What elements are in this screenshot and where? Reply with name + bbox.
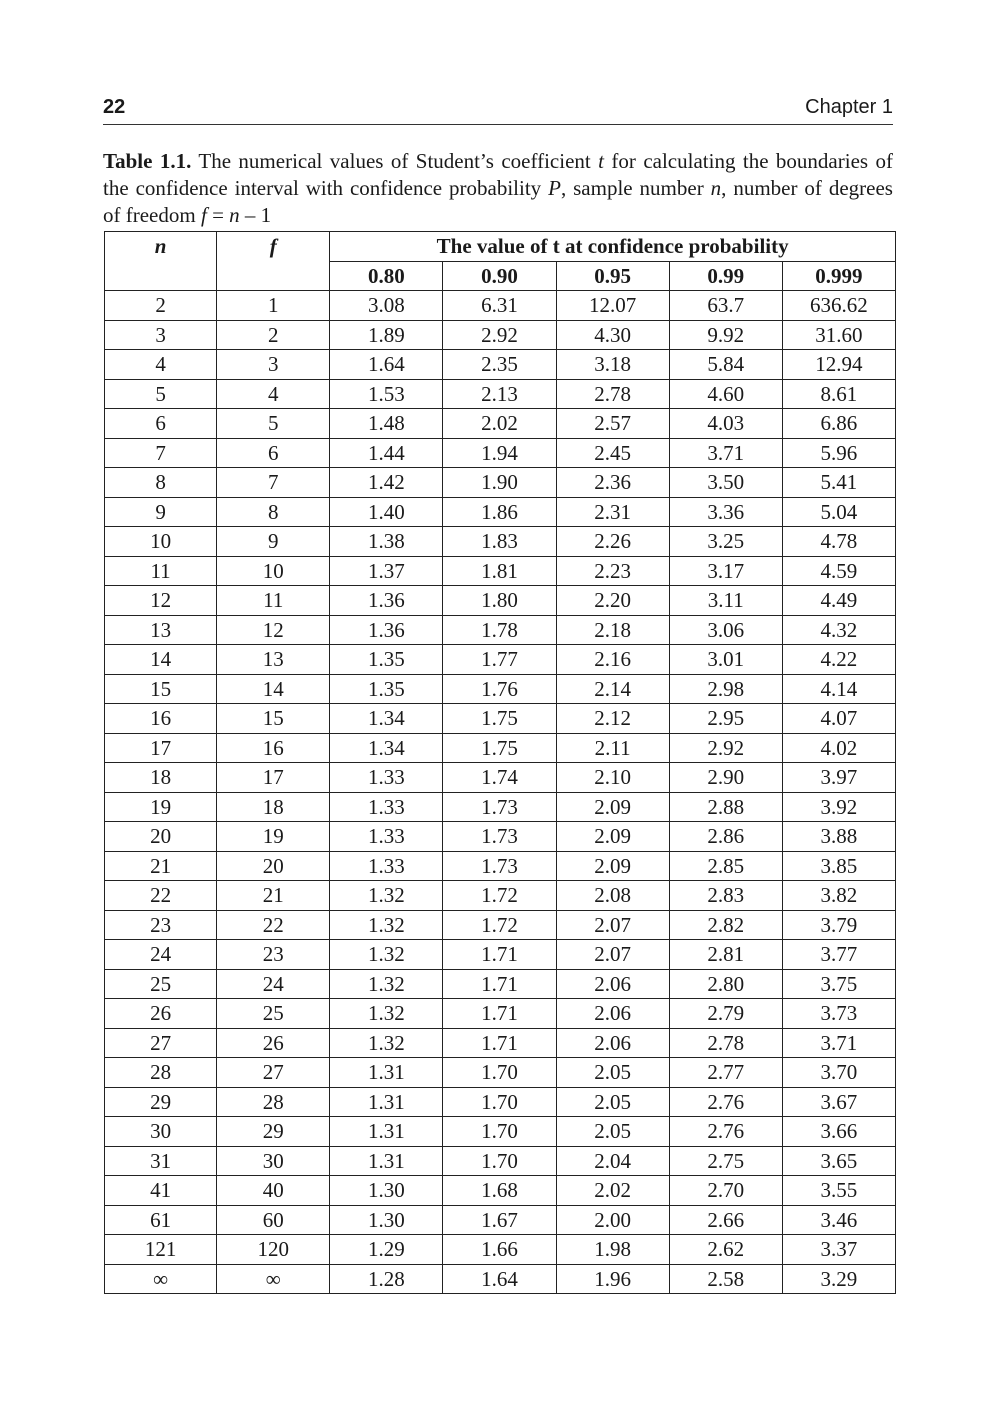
cell-t-value: 1.37 (330, 556, 443, 586)
cell-t-value: 1.34 (330, 704, 443, 734)
cell-t-value: 1.77 (443, 645, 556, 675)
chapter-title: Chapter 1 (805, 96, 893, 118)
cell-t-value: 2.57 (556, 409, 669, 439)
cell-t-value: 2.04 (556, 1146, 669, 1176)
cell-f: 18 (217, 792, 330, 822)
cell-n: 121 (105, 1235, 217, 1265)
cell-t-value: 1.70 (443, 1146, 556, 1176)
cell-t-value: 1.72 (443, 910, 556, 940)
probability-header: 0.90 (443, 261, 556, 291)
cell-t-value: 3.46 (782, 1205, 895, 1235)
cell-n: 12 (105, 586, 217, 616)
cell-t-value: 4.49 (782, 586, 895, 616)
cell-t-value: 636.62 (782, 291, 895, 321)
cell-t-value: 4.07 (782, 704, 895, 734)
cell-t-value: 3.01 (669, 645, 782, 675)
cell-n: 19 (105, 792, 217, 822)
cell-t-value: 6.31 (443, 291, 556, 321)
cell-t-value: 2.14 (556, 674, 669, 704)
cell-n: 2 (105, 291, 217, 321)
table-row (105, 1117, 896, 1147)
table-row (105, 1264, 896, 1294)
caption-text: , number of degrees of freedom (103, 176, 893, 227)
cell-f: 20 (217, 851, 330, 881)
table-row (105, 1235, 896, 1265)
cell-f: 14 (217, 674, 330, 704)
page-number: 22 (103, 96, 126, 118)
cell-t-value: 3.85 (782, 851, 895, 881)
cell-t-value: 1.66 (443, 1235, 556, 1265)
cell-t-value: 2.79 (669, 999, 782, 1029)
table-row (105, 1146, 896, 1176)
cell-t-value: 1.89 (330, 320, 443, 350)
caption-var-t: t (598, 149, 605, 173)
cell-f: 24 (217, 969, 330, 999)
cell-t-value: 1.68 (443, 1176, 556, 1206)
cell-t-value: 2.90 (669, 763, 782, 793)
table-row (105, 615, 896, 645)
cell-t-value: 1.29 (330, 1235, 443, 1265)
cell-t-value: 3.79 (782, 910, 895, 940)
cell-t-value: 1.71 (443, 969, 556, 999)
cell-t-value: 3.18 (556, 350, 669, 380)
table-row (105, 733, 896, 763)
caption-var-n: n (229, 203, 240, 227)
cell-t-value: 2.05 (556, 1058, 669, 1088)
cell-t-value: 3.88 (782, 822, 895, 852)
cell-t-value: 2.05 (556, 1117, 669, 1147)
cell-t-value: 2.92 (443, 320, 556, 350)
cell-f: 26 (217, 1028, 330, 1058)
cell-t-value: 4.02 (782, 733, 895, 763)
cell-t-value: 2.76 (669, 1117, 782, 1147)
cell-t-value: 1.76 (443, 674, 556, 704)
cell-f: 60 (217, 1205, 330, 1235)
cell-t-value: 1.33 (330, 792, 443, 822)
cell-t-value: 2.06 (556, 969, 669, 999)
cell-t-value: 2.81 (669, 940, 782, 970)
cell-n: 27 (105, 1028, 217, 1058)
table-row (105, 704, 896, 734)
cell-t-value: 1.35 (330, 674, 443, 704)
cell-f: 19 (217, 822, 330, 852)
table-row (105, 910, 896, 940)
cell-n: 7 (105, 438, 217, 468)
cell-f: 22 (217, 910, 330, 940)
cell-n: 31 (105, 1146, 217, 1176)
cell-t-value: 1.31 (330, 1146, 443, 1176)
cell-t-value: 2.45 (556, 438, 669, 468)
table-row (105, 497, 896, 527)
cell-t-value: 1.33 (330, 822, 443, 852)
caption-text: = (206, 203, 230, 227)
cell-t-value: 3.25 (669, 527, 782, 557)
cell-t-value: 12.94 (782, 350, 895, 380)
cell-t-value: 3.82 (782, 881, 895, 911)
table-row (105, 940, 896, 970)
cell-t-value: 1.64 (443, 1264, 556, 1294)
cell-t-value: 1.31 (330, 1058, 443, 1088)
table-row (105, 527, 896, 557)
cell-t-value: 1.73 (443, 822, 556, 852)
cell-t-value: 4.60 (669, 379, 782, 409)
cell-t-value: 9.92 (669, 320, 782, 350)
cell-n: 11 (105, 556, 217, 586)
cell-t-value: 5.41 (782, 468, 895, 498)
cell-t-value: 4.14 (782, 674, 895, 704)
table-header-row (105, 232, 896, 262)
cell-n: 8 (105, 468, 217, 498)
cell-n: 22 (105, 881, 217, 911)
cell-n: 61 (105, 1205, 217, 1235)
cell-n: 10 (105, 527, 217, 557)
cell-t-value: 3.65 (782, 1146, 895, 1176)
group-header: The value of t at confidence probability (330, 232, 896, 262)
cell-n: 26 (105, 999, 217, 1029)
cell-t-value: 2.76 (669, 1087, 782, 1117)
cell-t-value: 2.85 (669, 851, 782, 881)
cell-t-value: 2.10 (556, 763, 669, 793)
cell-t-value: 3.50 (669, 468, 782, 498)
cell-t-value: 1.75 (443, 733, 556, 763)
probability-header: 0.95 (556, 261, 669, 291)
cell-t-value: 2.36 (556, 468, 669, 498)
cell-t-value: 1.32 (330, 999, 443, 1029)
caption-var-n: n (710, 176, 722, 200)
cell-f: 9 (217, 527, 330, 557)
probability-header: 0.999 (782, 261, 895, 291)
cell-t-value: 3.92 (782, 792, 895, 822)
cell-f: 7 (217, 468, 330, 498)
cell-t-value: 2.09 (556, 792, 669, 822)
cell-t-value: 2.09 (556, 851, 669, 881)
cell-t-value: 2.80 (669, 969, 782, 999)
cell-t-value: 1.72 (443, 881, 556, 911)
cell-t-value: 3.11 (669, 586, 782, 616)
caption-var-p: P (548, 176, 561, 200)
table-row (105, 763, 896, 793)
cell-t-value: 1.64 (330, 350, 443, 380)
table-row (105, 1028, 896, 1058)
cell-n: 6 (105, 409, 217, 439)
cell-n: 16 (105, 704, 217, 734)
cell-t-value: 2.62 (669, 1235, 782, 1265)
table-row (105, 674, 896, 704)
cell-t-value: 2.88 (669, 792, 782, 822)
cell-t-value: 2.77 (669, 1058, 782, 1088)
caption-text: , sample number (560, 176, 711, 200)
table-row (105, 999, 896, 1029)
cell-t-value: 1.36 (330, 615, 443, 645)
cell-n: 20 (105, 822, 217, 852)
cell-t-value: 3.66 (782, 1117, 895, 1147)
cell-t-value: 1.70 (443, 1058, 556, 1088)
caption-text: – 1 (239, 203, 272, 227)
cell-t-value: 4.22 (782, 645, 895, 675)
cell-t-value: 4.59 (782, 556, 895, 586)
cell-n: 5 (105, 379, 217, 409)
caption-var-f: f (200, 203, 207, 227)
cell-f: 17 (217, 763, 330, 793)
cell-t-value: 1.86 (443, 497, 556, 527)
table-row (105, 1176, 896, 1206)
cell-t-value: 1.71 (443, 1028, 556, 1058)
cell-t-value: 1.48 (330, 409, 443, 439)
cell-t-value: 2.83 (669, 881, 782, 911)
cell-n: 17 (105, 733, 217, 763)
cell-n: ∞ (105, 1264, 217, 1294)
cell-n: 13 (105, 615, 217, 645)
cell-f: 120 (217, 1235, 330, 1265)
cell-t-value: 2.02 (443, 409, 556, 439)
cell-n: 29 (105, 1087, 217, 1117)
cell-t-value: 3.29 (782, 1264, 895, 1294)
cell-t-value: 1.30 (330, 1176, 443, 1206)
header-rule (103, 124, 893, 125)
cell-t-value: 1.67 (443, 1205, 556, 1235)
cell-n: 3 (105, 320, 217, 350)
cell-t-value: 1.31 (330, 1117, 443, 1147)
cell-t-value: 1.94 (443, 438, 556, 468)
cell-f: 13 (217, 645, 330, 675)
cell-t-value: 1.34 (330, 733, 443, 763)
cell-t-value: 2.78 (556, 379, 669, 409)
cell-f: 25 (217, 999, 330, 1029)
cell-t-value: 1.35 (330, 645, 443, 675)
column-header-f: f (217, 232, 330, 291)
cell-t-value: 2.95 (669, 704, 782, 734)
cell-t-value: 12.07 (556, 291, 669, 321)
cell-t-value: 3.73 (782, 999, 895, 1029)
table-row (105, 851, 896, 881)
cell-n: 24 (105, 940, 217, 970)
cell-t-value: 3.67 (782, 1087, 895, 1117)
cell-f: 8 (217, 497, 330, 527)
cell-t-value: 1.96 (556, 1264, 669, 1294)
cell-t-value: 2.11 (556, 733, 669, 763)
cell-t-value: 1.40 (330, 497, 443, 527)
cell-t-value: 3.17 (669, 556, 782, 586)
cell-f: 12 (217, 615, 330, 645)
cell-t-value: 2.26 (556, 527, 669, 557)
table-row (105, 556, 896, 586)
cell-t-value: 2.08 (556, 881, 669, 911)
cell-t-value: 1.73 (443, 792, 556, 822)
cell-t-value: 2.05 (556, 1087, 669, 1117)
cell-t-value: 2.35 (443, 350, 556, 380)
cell-t-value: 1.30 (330, 1205, 443, 1235)
table-body (105, 291, 896, 1294)
cell-t-value: 3.97 (782, 763, 895, 793)
cell-t-value: 1.32 (330, 940, 443, 970)
cell-t-value: 2.13 (443, 379, 556, 409)
cell-t-value: 8.61 (782, 379, 895, 409)
cell-t-value: 3.70 (782, 1058, 895, 1088)
cell-t-value: 1.71 (443, 940, 556, 970)
cell-f: 23 (217, 940, 330, 970)
table-row (105, 822, 896, 852)
cell-f: 21 (217, 881, 330, 911)
cell-t-value: 2.06 (556, 1028, 669, 1058)
cell-t-value: 2.66 (669, 1205, 782, 1235)
column-header-n: n (105, 232, 217, 291)
student-t-table (104, 231, 896, 1294)
cell-t-value: 1.83 (443, 527, 556, 557)
cell-t-value: 5.84 (669, 350, 782, 380)
cell-n: 30 (105, 1117, 217, 1147)
cell-t-value: 4.78 (782, 527, 895, 557)
cell-t-value: 1.90 (443, 468, 556, 498)
cell-t-value: 1.71 (443, 999, 556, 1029)
cell-f: 3 (217, 350, 330, 380)
table-row (105, 586, 896, 616)
cell-t-value: 1.73 (443, 851, 556, 881)
cell-t-value: 1.75 (443, 704, 556, 734)
table-row (105, 792, 896, 822)
cell-t-value: 6.86 (782, 409, 895, 439)
cell-t-value: 2.75 (669, 1146, 782, 1176)
table-row (105, 1205, 896, 1235)
cell-f: 15 (217, 704, 330, 734)
cell-t-value: 2.18 (556, 615, 669, 645)
cell-t-value: 31.60 (782, 320, 895, 350)
table-row (105, 645, 896, 675)
cell-t-value: 1.36 (330, 586, 443, 616)
cell-n: 18 (105, 763, 217, 793)
caption-text: The numerical values of Student’s coefficient (191, 149, 599, 173)
cell-f: 30 (217, 1146, 330, 1176)
cell-f: 2 (217, 320, 330, 350)
cell-f: 29 (217, 1117, 330, 1147)
caption-label: Table 1.1. (103, 149, 192, 173)
cell-t-value: 2.92 (669, 733, 782, 763)
cell-t-value: 1.98 (556, 1235, 669, 1265)
cell-t-value: 2.20 (556, 586, 669, 616)
cell-t-value: 3.55 (782, 1176, 895, 1206)
probability-header: 0.80 (330, 261, 443, 291)
table-caption (103, 148, 893, 229)
cell-t-value: 2.70 (669, 1176, 782, 1206)
table-row (105, 1058, 896, 1088)
cell-t-value: 1.81 (443, 556, 556, 586)
cell-n: 4 (105, 350, 217, 380)
cell-t-value: 3.71 (782, 1028, 895, 1058)
cell-t-value: 1.78 (443, 615, 556, 645)
cell-t-value: 2.78 (669, 1028, 782, 1058)
cell-t-value: 1.74 (443, 763, 556, 793)
cell-f: 5 (217, 409, 330, 439)
cell-t-value: 63.7 (669, 291, 782, 321)
cell-n: 21 (105, 851, 217, 881)
cell-t-value: 4.03 (669, 409, 782, 439)
cell-n: 14 (105, 645, 217, 675)
table-row (105, 350, 896, 380)
cell-t-value: 1.42 (330, 468, 443, 498)
cell-t-value: 2.98 (669, 674, 782, 704)
cell-t-value: 2.02 (556, 1176, 669, 1206)
cell-f: 1 (217, 291, 330, 321)
cell-f: ∞ (217, 1264, 330, 1294)
cell-t-value: 1.80 (443, 586, 556, 616)
cell-f: 10 (217, 556, 330, 586)
cell-t-value: 1.53 (330, 379, 443, 409)
table-row (105, 969, 896, 999)
cell-t-value: 2.86 (669, 822, 782, 852)
cell-n: 28 (105, 1058, 217, 1088)
cell-t-value: 1.33 (330, 763, 443, 793)
caption-text: for calculating the boundaries of the confidence interval with confidence probability (103, 149, 893, 200)
cell-f: 28 (217, 1087, 330, 1117)
cell-t-value: 1.38 (330, 527, 443, 557)
cell-t-value: 2.58 (669, 1264, 782, 1294)
cell-t-value: 4.30 (556, 320, 669, 350)
table-row (105, 881, 896, 911)
cell-t-value: 1.32 (330, 910, 443, 940)
cell-t-value: 2.12 (556, 704, 669, 734)
cell-n: 15 (105, 674, 217, 704)
cell-t-value: 2.31 (556, 497, 669, 527)
cell-t-value: 4.32 (782, 615, 895, 645)
cell-t-value: 1.33 (330, 851, 443, 881)
cell-t-value: 3.75 (782, 969, 895, 999)
table-row (105, 438, 896, 468)
cell-f: 6 (217, 438, 330, 468)
cell-t-value: 1.70 (443, 1117, 556, 1147)
table-row (105, 1087, 896, 1117)
cell-t-value: 1.44 (330, 438, 443, 468)
table-row (105, 409, 896, 439)
cell-t-value: 1.32 (330, 881, 443, 911)
cell-t-value: 3.08 (330, 291, 443, 321)
cell-t-value: 3.71 (669, 438, 782, 468)
cell-n: 25 (105, 969, 217, 999)
cell-t-value: 1.32 (330, 1028, 443, 1058)
cell-t-value: 2.82 (669, 910, 782, 940)
cell-t-value: 2.23 (556, 556, 669, 586)
cell-t-value: 5.04 (782, 497, 895, 527)
cell-t-value: 1.28 (330, 1264, 443, 1294)
table-row (105, 379, 896, 409)
cell-f: 27 (217, 1058, 330, 1088)
cell-t-value: 5.96 (782, 438, 895, 468)
cell-t-value: 1.70 (443, 1087, 556, 1117)
cell-t-value: 2.09 (556, 822, 669, 852)
table-row (105, 320, 896, 350)
cell-t-value: 3.77 (782, 940, 895, 970)
cell-f: 4 (217, 379, 330, 409)
cell-t-value: 2.07 (556, 910, 669, 940)
cell-f: 40 (217, 1176, 330, 1206)
probability-header: 0.99 (669, 261, 782, 291)
cell-t-value: 2.16 (556, 645, 669, 675)
cell-n: 9 (105, 497, 217, 527)
cell-f: 11 (217, 586, 330, 616)
cell-t-value: 1.31 (330, 1087, 443, 1117)
cell-t-value: 2.00 (556, 1205, 669, 1235)
cell-t-value: 1.32 (330, 969, 443, 999)
cell-t-value: 3.36 (669, 497, 782, 527)
cell-t-value: 3.06 (669, 615, 782, 645)
cell-n: 41 (105, 1176, 217, 1206)
cell-t-value: 2.07 (556, 940, 669, 970)
cell-n: 23 (105, 910, 217, 940)
table-row (105, 291, 896, 321)
cell-f: 16 (217, 733, 330, 763)
cell-t-value: 2.06 (556, 999, 669, 1029)
cell-t-value: 3.37 (782, 1235, 895, 1265)
table-row (105, 468, 896, 498)
